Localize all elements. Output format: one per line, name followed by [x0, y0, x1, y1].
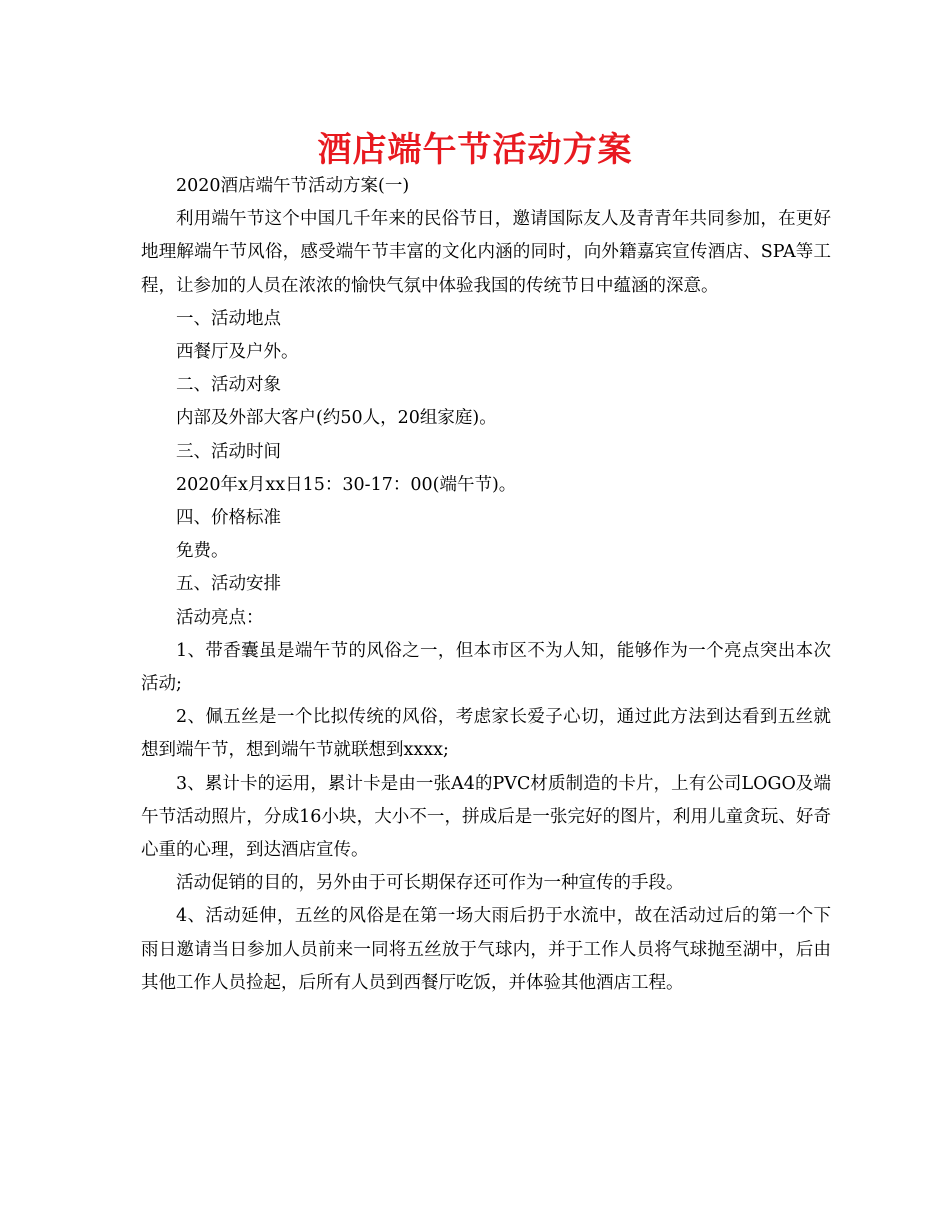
paragraph: 3、累计卡的运用，累计卡是由一张A4的PVC材质制造的卡片，上有公司LOGO及端午节活动照片，分成16小块，大小不一，拼成后是一张完好的图片，利用儿童贪玩、好奇心重的心理，到达酒店宣传。: [141, 773, 831, 861]
paragraph: 2、佩五丝是一个比拟传统的风俗，考虑家长爱子心切，通过此方法到达看到五丝就想到端午节，想到端午节就联想到xxxx;: [141, 707, 831, 761]
section-heading: 四、价格标准: [176, 508, 281, 529]
paragraph: 内部及外部大客户(约50人，20组家庭)。: [176, 408, 497, 429]
paragraph: 免费。: [176, 541, 229, 562]
paragraph: 利用端午节这个中国几千年来的民俗节日，邀请国际友人及青青年共同参加，在更好地理解端午节风俗，感受端午节丰富的文化内涵的同时，向外籍嘉宾宣传酒店、SPA等工程，让参加的人员在浓浓的愉快气氛中体验我国的传统节日中蕴涵的深意。: [141, 209, 831, 296]
paragraph: 4、活动延伸，五丝的风俗是在第一场大雨后扔于水流中，故在活动过后的第一个下雨日邀请当日参加人员前来一同将五丝放于气球内，并于工作人员将气球抛至湖中，后由其他工作人员捡起，后所有人员到西餐厅吃饭，并体验其他酒店工程。: [141, 906, 831, 993]
paragraph: 2020酒店端午节活动方案(一): [176, 176, 410, 196]
section-heading: 五、活动安排: [176, 574, 281, 595]
document-title: 酒店端午节活动方案: [317, 130, 633, 170]
paragraph: 西餐厅及户外。: [176, 342, 299, 363]
paragraph: 2020年x月xx日15：30-17：00(端午节)。: [176, 474, 517, 495]
document-body: [141, 170, 831, 1000]
paragraph: 1、带香囊虽是端午节的风俗之一，但本市区不为人知，能够作为一个亮点突出本次活动;: [141, 640, 831, 695]
paragraph: 活动促销的目的，另外由于可长期保存还可作为一种宣传的手段。: [176, 873, 684, 894]
section-heading: 一、活动地点: [176, 308, 281, 329]
section-heading: 三、活动时间: [176, 441, 281, 462]
section-heading: 二、活动对象: [176, 375, 281, 396]
paragraph: 活动亮点：: [176, 607, 264, 628]
